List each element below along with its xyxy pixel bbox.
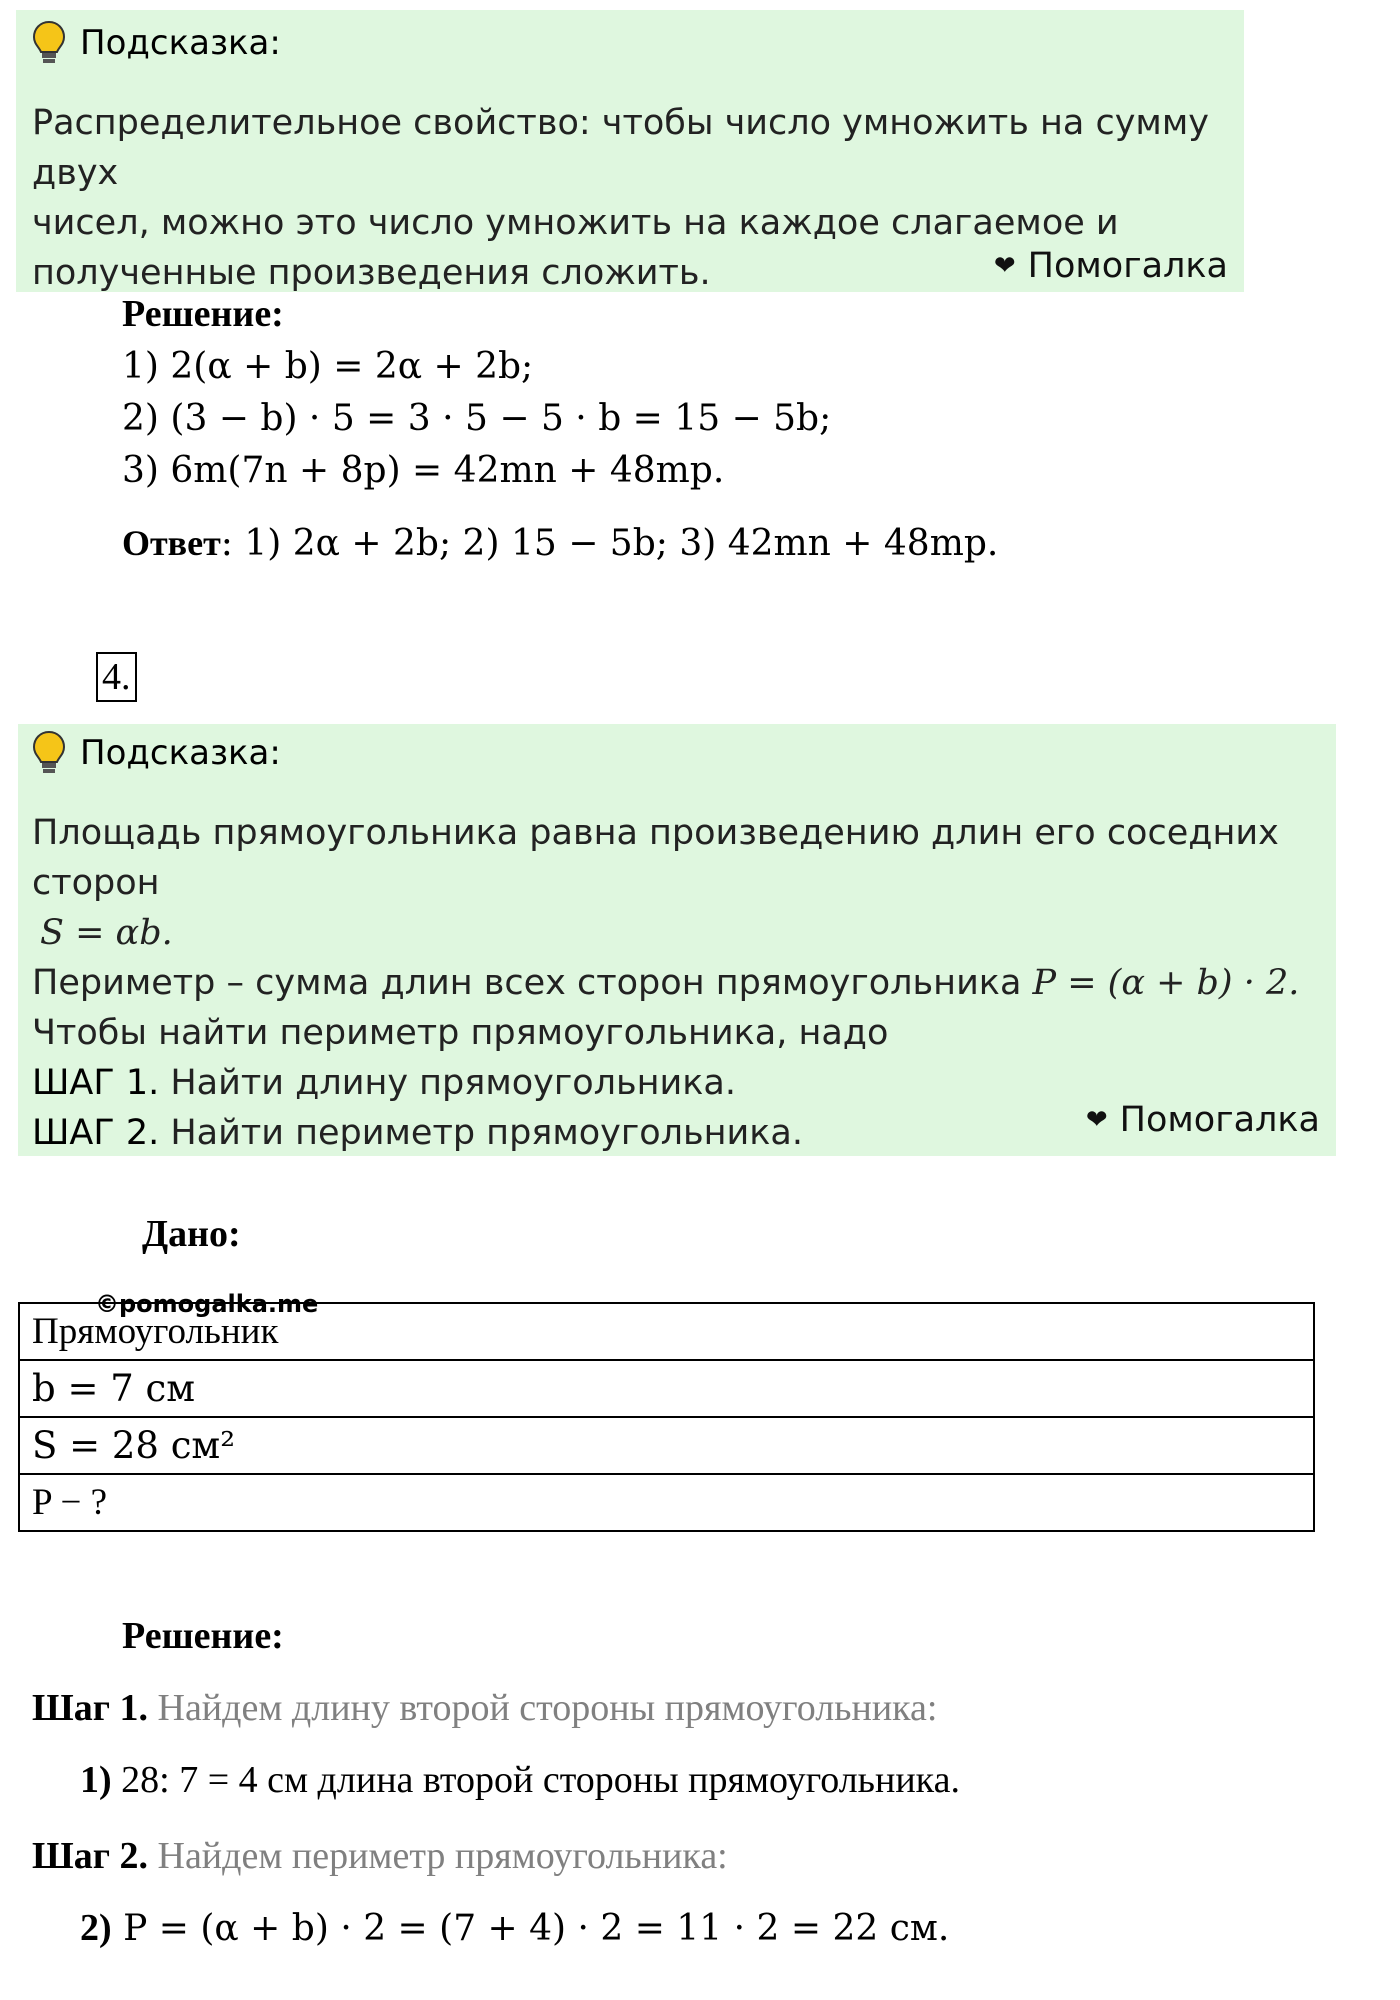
step-text: Найти длину прямоугольника. — [159, 1063, 736, 1103]
hint-title: Подсказка: — [80, 23, 281, 63]
step-label: Шаг 1. — [32, 1687, 148, 1729]
given-heading: Дано: — [142, 1213, 241, 1255]
calc-line — [80, 1906, 949, 1950]
task-number: 4. — [96, 652, 137, 702]
heart-icon: ❤ — [993, 251, 1016, 281]
step-line — [32, 1834, 728, 1878]
hint-header — [32, 20, 281, 66]
hint-footer — [994, 246, 1228, 286]
hint-box-2 — [18, 724, 1336, 1156]
lightbulb-icon — [32, 20, 66, 66]
table-row — [19, 1474, 1314, 1531]
calc-line — [80, 1758, 960, 1802]
hint-header — [32, 730, 281, 776]
hint-line: полученные произведения сложить. — [32, 253, 711, 293]
hint-line: Площадь прямоугольника равна произведению длин его соседних сторон — [32, 813, 1279, 903]
solution-heading: Решение: — [122, 293, 284, 335]
watermark: ©pomogalka.me — [95, 1290, 319, 1318]
brand-label: Помогалка — [1027, 246, 1228, 286]
answer-line — [122, 522, 998, 564]
table-row — [19, 1417, 1314, 1474]
hint-line — [32, 958, 1336, 1008]
step-text: Найдем длину второй стороны прямоугольника: — [148, 1687, 938, 1729]
hint-line: чисел, можно это число умножить на каждое слагаемое и — [32, 203, 1119, 243]
hint-line: Чтобы найти периметр прямоугольника, надо — [32, 1013, 889, 1053]
answer-text: : 1) 2α + 2b; 2) 15 − 5b; 3) 42mn + 48mp. — [220, 523, 999, 564]
given-table — [18, 1302, 1315, 1532]
calc-text: P = (α + b) · 2 = (7 + 4) · 2 = 11 · 2 = 22 см. — [111, 1908, 950, 1949]
table-cell: P − ? — [19, 1474, 1314, 1531]
solution-heading: Решение: — [122, 1615, 284, 1657]
answer-label: Ответ — [122, 523, 221, 563]
table-cell: Прямоугольник — [19, 1303, 1314, 1360]
hint-box-1 — [16, 10, 1244, 292]
lightbulb-icon — [32, 730, 66, 776]
solution-line: 2) (3 − b) · 5 = 3 · 5 − 5 · b = 15 − 5b; — [122, 398, 832, 439]
hint-title: Подсказка: — [80, 733, 281, 773]
brand-label: Помогалка — [1119, 1100, 1320, 1140]
step-label: ШАГ 2. — [32, 1113, 160, 1153]
table-cell: b = 7 см — [19, 1360, 1314, 1417]
calc-number: 1) — [80, 1759, 112, 1801]
step-label: ШАГ 1. — [32, 1063, 160, 1103]
hint-line: Распределительное свойство: чтобы число умножить на сумму двух — [32, 103, 1209, 193]
hint-formula: S = αb. — [40, 913, 173, 953]
table-row — [19, 1360, 1314, 1417]
step-line — [32, 1686, 937, 1730]
step-label: Шаг 2. — [32, 1835, 148, 1877]
calc-number: 2) — [80, 1907, 112, 1949]
table-cell: S = 28 см² — [19, 1417, 1314, 1474]
hint-formula: P = (α + b) · 2. — [1032, 963, 1300, 1003]
solution-line: 1) 2(α + b) = 2α + 2b; — [122, 346, 534, 387]
calc-text: 28: 7 = 4 см длина второй стороны прямоугольника. — [111, 1759, 960, 1801]
hint-line-text: Периметр – сумма длин всех сторон прямоугольника — [32, 963, 1033, 1003]
hint-footer — [1086, 1100, 1320, 1140]
solution-line: 3) 6m(7n + 8p) = 42mn + 48mp. — [122, 450, 725, 491]
step-text: Найдем периметр прямоугольника: — [148, 1835, 728, 1877]
heart-icon: ❤ — [1085, 1105, 1108, 1135]
step-text: Найти периметр прямоугольника. — [159, 1113, 804, 1153]
